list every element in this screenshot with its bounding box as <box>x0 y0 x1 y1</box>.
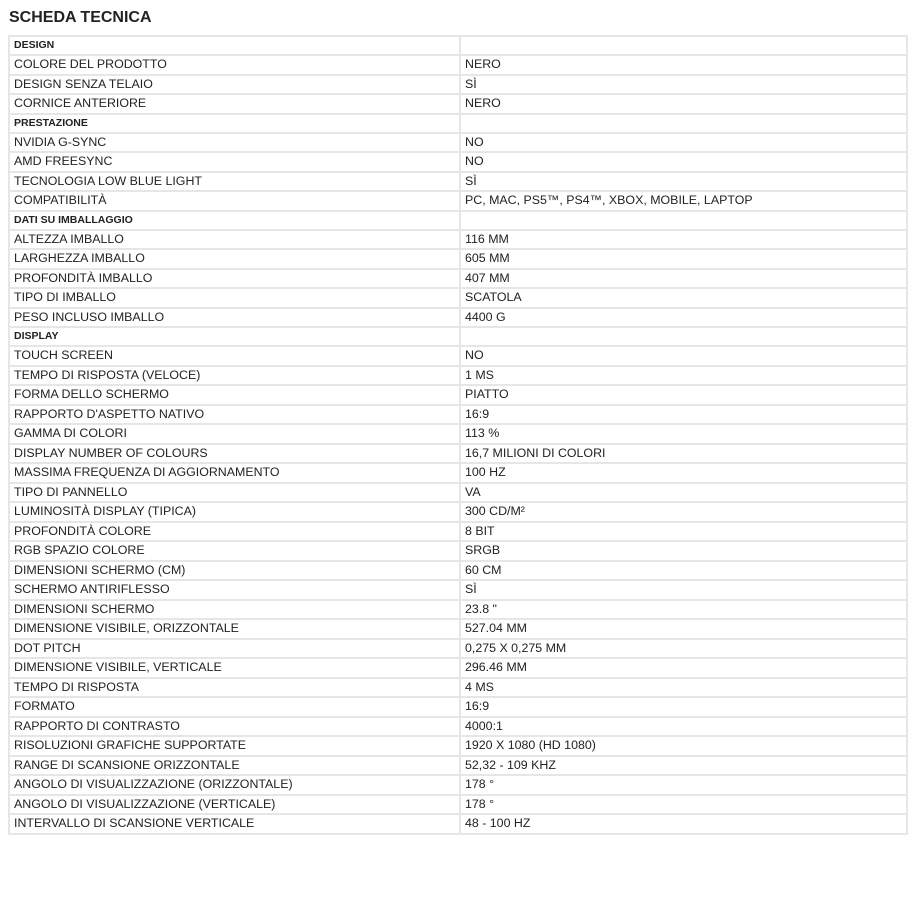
table-row <box>9 94 907 114</box>
spec-value: 1920 X 1080 (HD 1080) <box>460 736 907 756</box>
table-row <box>9 405 907 425</box>
spec-value: 8 BIT <box>460 522 907 542</box>
spec-value: 116 MM <box>460 230 907 250</box>
table-row <box>9 736 907 756</box>
spec-label: DESIGN SENZA TELAIO <box>9 75 460 95</box>
table-row <box>9 269 907 289</box>
spec-label: FORMATO <box>9 697 460 717</box>
table-row <box>9 522 907 542</box>
spec-table-body <box>9 36 907 834</box>
table-row <box>9 678 907 698</box>
spec-label: PROFONDITÀ IMBALLO <box>9 269 460 289</box>
spec-value: 0,275 X 0,275 MM <box>460 639 907 659</box>
spec-label: RAPPORTO DI CONTRASTO <box>9 717 460 737</box>
spec-label: RGB SPAZIO COLORE <box>9 541 460 561</box>
spec-label: RAPPORTO D'ASPETTO NATIVO <box>9 405 460 425</box>
spec-value: 407 MM <box>460 269 907 289</box>
table-row <box>9 697 907 717</box>
spec-value: SÌ <box>460 580 907 600</box>
spec-label: CORNICE ANTERIORE <box>9 94 460 114</box>
spec-value: NO <box>460 152 907 172</box>
table-row <box>9 502 907 522</box>
section-header-filler <box>460 211 907 230</box>
spec-label: TOUCH SCREEN <box>9 346 460 366</box>
spec-label: DIMENSIONE VISIBILE, ORIZZONTALE <box>9 619 460 639</box>
table-row <box>9 288 907 308</box>
table-row <box>9 717 907 737</box>
spec-value: 60 CM <box>460 561 907 581</box>
spec-value: SRGB <box>460 541 907 561</box>
section-header-filler <box>460 36 907 55</box>
table-row <box>9 580 907 600</box>
spec-label: TIPO DI PANNELLO <box>9 483 460 503</box>
spec-value: SCATOLA <box>460 288 907 308</box>
table-row <box>9 600 907 620</box>
spec-label: ALTEZZA IMBALLO <box>9 230 460 250</box>
spec-value: NO <box>460 346 907 366</box>
spec-label: DISPLAY NUMBER OF COLOURS <box>9 444 460 464</box>
spec-value: PC, MAC, PS5™, PS4™, XBOX, MOBILE, LAPTOP <box>460 191 907 211</box>
spec-label: FORMA DELLO SCHERMO <box>9 385 460 405</box>
section-header-row <box>9 114 907 133</box>
spec-label: DIMENSIONE VISIBILE, VERTICALE <box>9 658 460 678</box>
table-row <box>9 133 907 153</box>
spec-value: 16,7 MILIONI DI COLORI <box>460 444 907 464</box>
table-row <box>9 619 907 639</box>
spec-label: LARGHEZZA IMBALLO <box>9 249 460 269</box>
spec-value: SÌ <box>460 75 907 95</box>
spec-value: VA <box>460 483 907 503</box>
spec-label: RISOLUZIONI GRAFICHE SUPPORTATE <box>9 736 460 756</box>
spec-value: 605 MM <box>460 249 907 269</box>
spec-value: 48 - 100 HZ <box>460 814 907 834</box>
section-header-row <box>9 36 907 55</box>
spec-value: NERO <box>460 55 907 75</box>
spec-label: INTERVALLO DI SCANSIONE VERTICALE <box>9 814 460 834</box>
spec-label: ANGOLO DI VISUALIZZAZIONE (VERTICALE) <box>9 795 460 815</box>
spec-label: RANGE DI SCANSIONE ORIZZONTALE <box>9 756 460 776</box>
spec-value: 296.46 MM <box>460 658 907 678</box>
spec-value: 100 HZ <box>460 463 907 483</box>
table-row <box>9 424 907 444</box>
spec-value: NERO <box>460 94 907 114</box>
spec-label: TECNOLOGIA LOW BLUE LIGHT <box>9 172 460 192</box>
spec-table <box>8 35 908 835</box>
table-row <box>9 249 907 269</box>
section-header: DESIGN <box>9 36 460 55</box>
table-row <box>9 230 907 250</box>
table-row <box>9 756 907 776</box>
spec-value: 4 MS <box>460 678 907 698</box>
table-row <box>9 152 907 172</box>
spec-label: NVIDIA G-SYNC <box>9 133 460 153</box>
spec-label: DIMENSIONI SCHERMO (CM) <box>9 561 460 581</box>
spec-value: 527.04 MM <box>460 619 907 639</box>
spec-label: LUMINOSITÀ DISPLAY (TIPICA) <box>9 502 460 522</box>
spec-value: 52,32 - 109 KHZ <box>460 756 907 776</box>
table-row <box>9 775 907 795</box>
table-row <box>9 308 907 328</box>
spec-value: SÌ <box>460 172 907 192</box>
spec-label: COLORE DEL PRODOTTO <box>9 55 460 75</box>
table-row <box>9 463 907 483</box>
table-row <box>9 346 907 366</box>
table-row <box>9 483 907 503</box>
page-title: SCHEDA TECNICA <box>9 9 152 26</box>
spec-value: 1 MS <box>460 366 907 386</box>
table-row <box>9 385 907 405</box>
spec-label: TEMPO DI RISPOSTA <box>9 678 460 698</box>
spec-label: GAMMA DI COLORI <box>9 424 460 444</box>
table-row <box>9 55 907 75</box>
table-row <box>9 561 907 581</box>
spec-value: 300 CD/M² <box>460 502 907 522</box>
section-header-row <box>9 211 907 230</box>
table-row <box>9 444 907 464</box>
spec-label: COMPATIBILITÀ <box>9 191 460 211</box>
spec-label: ANGOLO DI VISUALIZZAZIONE (ORIZZONTALE) <box>9 775 460 795</box>
spec-value: 178 ° <box>460 795 907 815</box>
table-row <box>9 795 907 815</box>
table-row <box>9 172 907 192</box>
spec-label: TEMPO DI RISPOSTA (VELOCE) <box>9 366 460 386</box>
table-row <box>9 75 907 95</box>
table-row <box>9 658 907 678</box>
spec-value: 16:9 <box>460 405 907 425</box>
table-row <box>9 541 907 561</box>
table-row <box>9 191 907 211</box>
table-row <box>9 814 907 834</box>
spec-value: 4000:1 <box>460 717 907 737</box>
spec-value: NO <box>460 133 907 153</box>
spec-label: SCHERMO ANTIRIFLESSO <box>9 580 460 600</box>
spec-value: 113 % <box>460 424 907 444</box>
spec-value: 178 ° <box>460 775 907 795</box>
spec-value: 4400 G <box>460 308 907 328</box>
section-header-filler <box>460 114 907 133</box>
table-row <box>9 366 907 386</box>
spec-label: DOT PITCH <box>9 639 460 659</box>
section-header: DATI SU IMBALLAGGIO <box>9 211 460 230</box>
section-header: PRESTAZIONE <box>9 114 460 133</box>
spec-label: TIPO DI IMBALLO <box>9 288 460 308</box>
spec-label: PROFONDITÀ COLORE <box>9 522 460 542</box>
section-header-filler <box>460 327 907 346</box>
spec-value: 23.8 " <box>460 600 907 620</box>
table-row <box>9 639 907 659</box>
spec-label: AMD FREESYNC <box>9 152 460 172</box>
spec-label: DIMENSIONI SCHERMO <box>9 600 460 620</box>
spec-value: PIATTO <box>460 385 907 405</box>
spec-value: 16:9 <box>460 697 907 717</box>
section-header: DISPLAY <box>9 327 460 346</box>
section-header-row <box>9 327 907 346</box>
spec-label: PESO INCLUSO IMBALLO <box>9 308 460 328</box>
spec-label: MASSIMA FREQUENZA DI AGGIORNAMENTO <box>9 463 460 483</box>
